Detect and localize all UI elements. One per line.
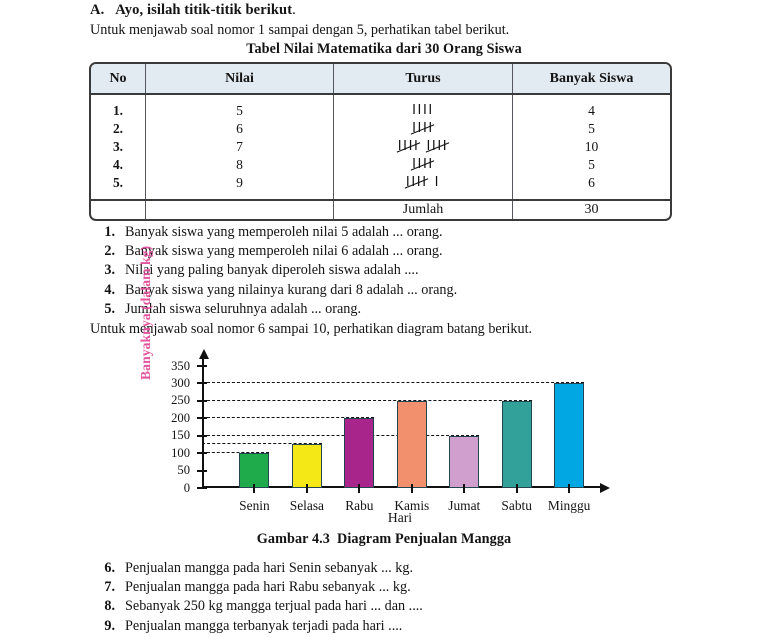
chart-bar — [397, 401, 427, 488]
y-axis-tick — [177, 463, 207, 478]
sum-value: 30 — [513, 200, 671, 219]
table-row — [91, 156, 670, 174]
y-axis-tick-label: 0 — [183, 480, 190, 495]
section-title: Ayo, isilah titik-titik berikut — [115, 2, 293, 18]
intro-text-table: Untuk menjawab soal nomor 1 sampai dengan 5, perhatikan tabel berikut. — [90, 22, 510, 38]
x-axis-tick — [411, 484, 413, 493]
cell-no: 3. — [91, 138, 146, 156]
cell-turus: IIII — [334, 94, 513, 120]
question-text: Banyak siswa yang memperoleh nilai 6 adalah ... orang. — [125, 243, 443, 260]
intro-text-chart: Untuk menjawab soal nomor 6 sampai 10, perhatikan diagram batang berikut. — [90, 321, 533, 337]
cell-nilai: 6 — [146, 120, 334, 138]
column-header-nilai: Nilai — [146, 64, 334, 94]
y-axis-tick-label: 350 — [171, 358, 190, 373]
x-axis-tick-label: Senin — [239, 498, 270, 513]
table-header-row — [91, 64, 670, 94]
chart-bar — [239, 453, 269, 488]
table-row — [91, 94, 670, 120]
section-heading — [90, 2, 296, 19]
question-number: 6. — [104, 560, 115, 576]
question-number: 3. — [104, 262, 115, 279]
chart-bar — [449, 436, 479, 488]
section-label: A. — [90, 2, 105, 18]
cell-nilai: 8 — [146, 156, 334, 174]
question-text: Penjualan mangga pada hari Senin sebanyak ... kg. — [125, 560, 414, 576]
cell-no: 2. — [91, 120, 146, 138]
cell-nilai: 9 — [146, 174, 334, 200]
x-axis-tick — [358, 484, 360, 493]
x-axis-tick — [463, 484, 465, 493]
question-text: Nilai yang paling banyak diperoleh siswa adalah .... — [125, 262, 419, 279]
x-axis-tick — [253, 484, 255, 493]
cell-turus: IIII IIII — [334, 138, 513, 156]
y-axis-tick-label: 200 — [171, 410, 190, 425]
cell-no: 1. — [91, 94, 146, 120]
question-number: 8. — [104, 598, 115, 615]
y-axis-tick — [183, 480, 207, 495]
cell-banyak-siswa: 6 — [588, 175, 595, 190]
x-axis-tick-label: Minggu — [547, 498, 591, 513]
y-axis-tick-label: 50 — [177, 463, 190, 478]
table-row — [91, 174, 670, 200]
y-axis-tick-label: 100 — [171, 445, 190, 460]
question-text: Sebanyak 250 kg mangga terjual pada hari ... dan .... — [125, 598, 423, 615]
y-axis-label-holder — [138, 245, 162, 492]
question-text: Penjualan mangga pada hari Rabu sebanyak ... kg. — [125, 579, 411, 596]
x-axis-label: Hari — [387, 510, 413, 525]
cell-nilai: 7 — [146, 138, 334, 156]
x-axis-tick-label: Rabu — [345, 498, 374, 513]
cell-banyak-siswa: 5 — [588, 121, 595, 136]
chart-bar — [344, 418, 374, 488]
cell-turus: IIII — [334, 120, 513, 138]
question-text: Penjualan mangga terbanyak terjadi pada hari .... — [125, 617, 403, 634]
x-axis-tick-label: Jumat — [448, 498, 481, 513]
chart-plot-area — [171, 358, 598, 513]
table-title: Tabel Nilai Matematika dari 30 Orang Siswa — [246, 41, 522, 57]
chart-bar — [292, 444, 322, 488]
cell-banyak-siswa: 5 — [588, 157, 595, 172]
cell-turus: IIII — [334, 156, 513, 174]
sum-blank-no — [91, 200, 146, 219]
question-number: 1. — [104, 224, 115, 240]
cell-turus: IIII I — [334, 174, 513, 200]
question-number: 4. — [104, 281, 115, 298]
sum-label: Jumlah — [334, 200, 513, 219]
question-number: 5. — [104, 300, 115, 317]
table-sum-row — [91, 200, 670, 219]
y-axis-label: Banyaknya (dalam kg) — [138, 245, 153, 380]
section-title-period: . — [292, 2, 296, 18]
cell-banyak-siswa: 10 — [584, 139, 599, 154]
y-axis-tick-label: 300 — [171, 375, 190, 390]
gridline — [202, 435, 479, 436]
y-axis-tick-label: 250 — [171, 393, 190, 408]
gridline — [202, 400, 532, 401]
y-axis-tick-label: 150 — [171, 428, 190, 443]
question-number: 2. — [104, 243, 115, 260]
figure-title: Diagram Penjualan Mangga — [337, 531, 512, 547]
question-text: Banyak siswa yang memperoleh nilai 5 adalah ... orang. — [125, 224, 443, 240]
math-scores-table — [89, 62, 672, 221]
x-axis-tick — [516, 484, 518, 493]
question-text: Jumlah siswa seluruhnya adalah ... orang. — [125, 300, 362, 317]
cell-no: 4. — [91, 156, 146, 174]
question-number: 7. — [104, 579, 115, 596]
table-row — [91, 120, 670, 138]
sum-blank-nilai — [146, 200, 334, 219]
y-axis-tick — [171, 358, 207, 373]
figure-number: Gambar 4.3 — [256, 531, 331, 547]
table-row — [91, 138, 670, 156]
column-header-banyak-siswa: Banyak Siswa — [513, 64, 671, 94]
x-axis-tick — [568, 484, 570, 493]
question-text: Banyak siswa yang nilainya kurang dari 8 adalah ... orang. — [125, 281, 458, 298]
column-header-turus: Turus — [334, 64, 513, 94]
cell-no: 5. — [91, 174, 146, 200]
cell-banyak-siswa: 4 — [588, 103, 595, 118]
x-axis-tick-label: Kamis — [394, 498, 430, 513]
cell-nilai: 5 — [146, 94, 334, 120]
question-number: 9. — [104, 617, 115, 634]
x-axis-tick — [306, 484, 308, 493]
column-header-no: No — [91, 64, 146, 94]
chart-bar — [502, 401, 532, 488]
figure-caption — [0, 531, 768, 548]
gridline — [202, 382, 584, 383]
x-axis-tick-label: Selasa — [289, 498, 324, 513]
chart-bar — [554, 383, 584, 488]
x-axis-tick-label: Sabtu — [501, 498, 532, 513]
y-axis — [202, 358, 204, 488]
